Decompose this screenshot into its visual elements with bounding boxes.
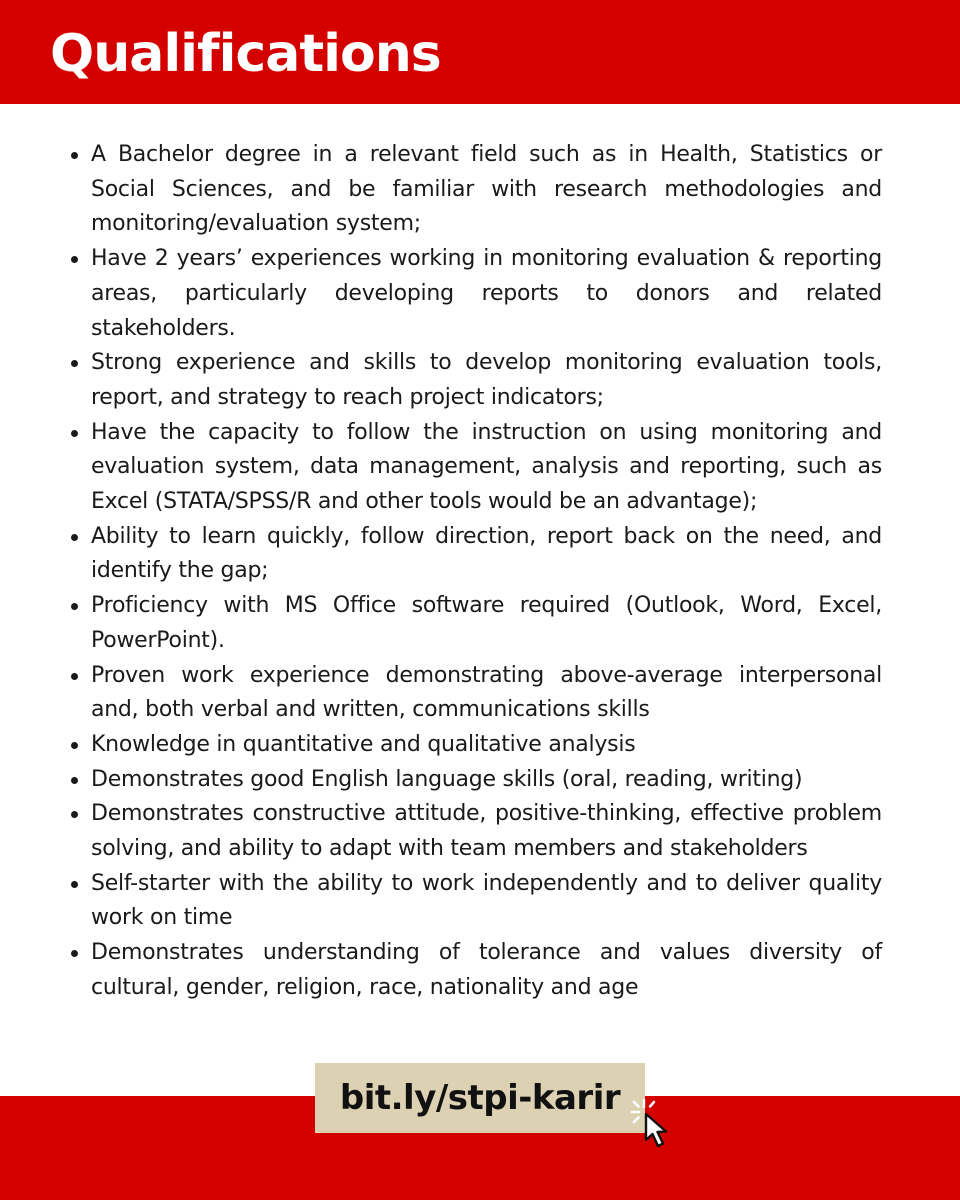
cursor-click-icon [624,1094,684,1154]
list-item: Demonstrates good English language skills (oral, reading, writing) [91,763,882,798]
list-item: Strong experience and skills to develop monitoring evaluation tools, report, and strategy to reach project indicators; [91,346,882,415]
list-item: Ability to learn quickly, follow direction, report back on the need, and identify the gap; [91,520,882,589]
list-item: Have the capacity to follow the instruction on using monitoring and evaluation system, data management, analysis and reporting, such as Excel (STATA/SPSS/R and other tools would be an advantage); [91,416,882,520]
page-title: Qualifications [50,24,441,84]
list-item: Demonstrates constructive attitude, positive-thinking, effective problem solving, and ability to adapt with team members and stakeholders [91,797,882,866]
list-item: Demonstrates understanding of tolerance and values diversity of cultural, gender, religion, race, nationality and age [91,936,882,1005]
list-item: A Bachelor degree in a relevant field such as in Health, Statistics or Social Sciences, and be familiar with research methodologies and monitoring/evaluation system; [91,138,882,242]
list-item: Self-starter with the ability to work independently and to deliver quality work on time [91,867,882,936]
career-link-label: bit.ly/stpi-karir [339,1078,621,1118]
header-banner [0,0,960,104]
list-item: Knowledge in quantitative and qualitative analysis [91,728,882,763]
qualifications-list [91,138,882,1006]
list-item: Proven work experience demonstrating above-average interpersonal and, both verbal and written, communications skills [91,659,882,728]
career-link[interactable] [315,1063,645,1133]
list-item: Proficiency with MS Office software required (Outlook, Word, Excel, PowerPoint). [91,589,882,658]
list-item: Have 2 years’ experiences working in monitoring evaluation & reporting areas, particularly developing reports to donors and related stakeholders. [91,242,882,346]
